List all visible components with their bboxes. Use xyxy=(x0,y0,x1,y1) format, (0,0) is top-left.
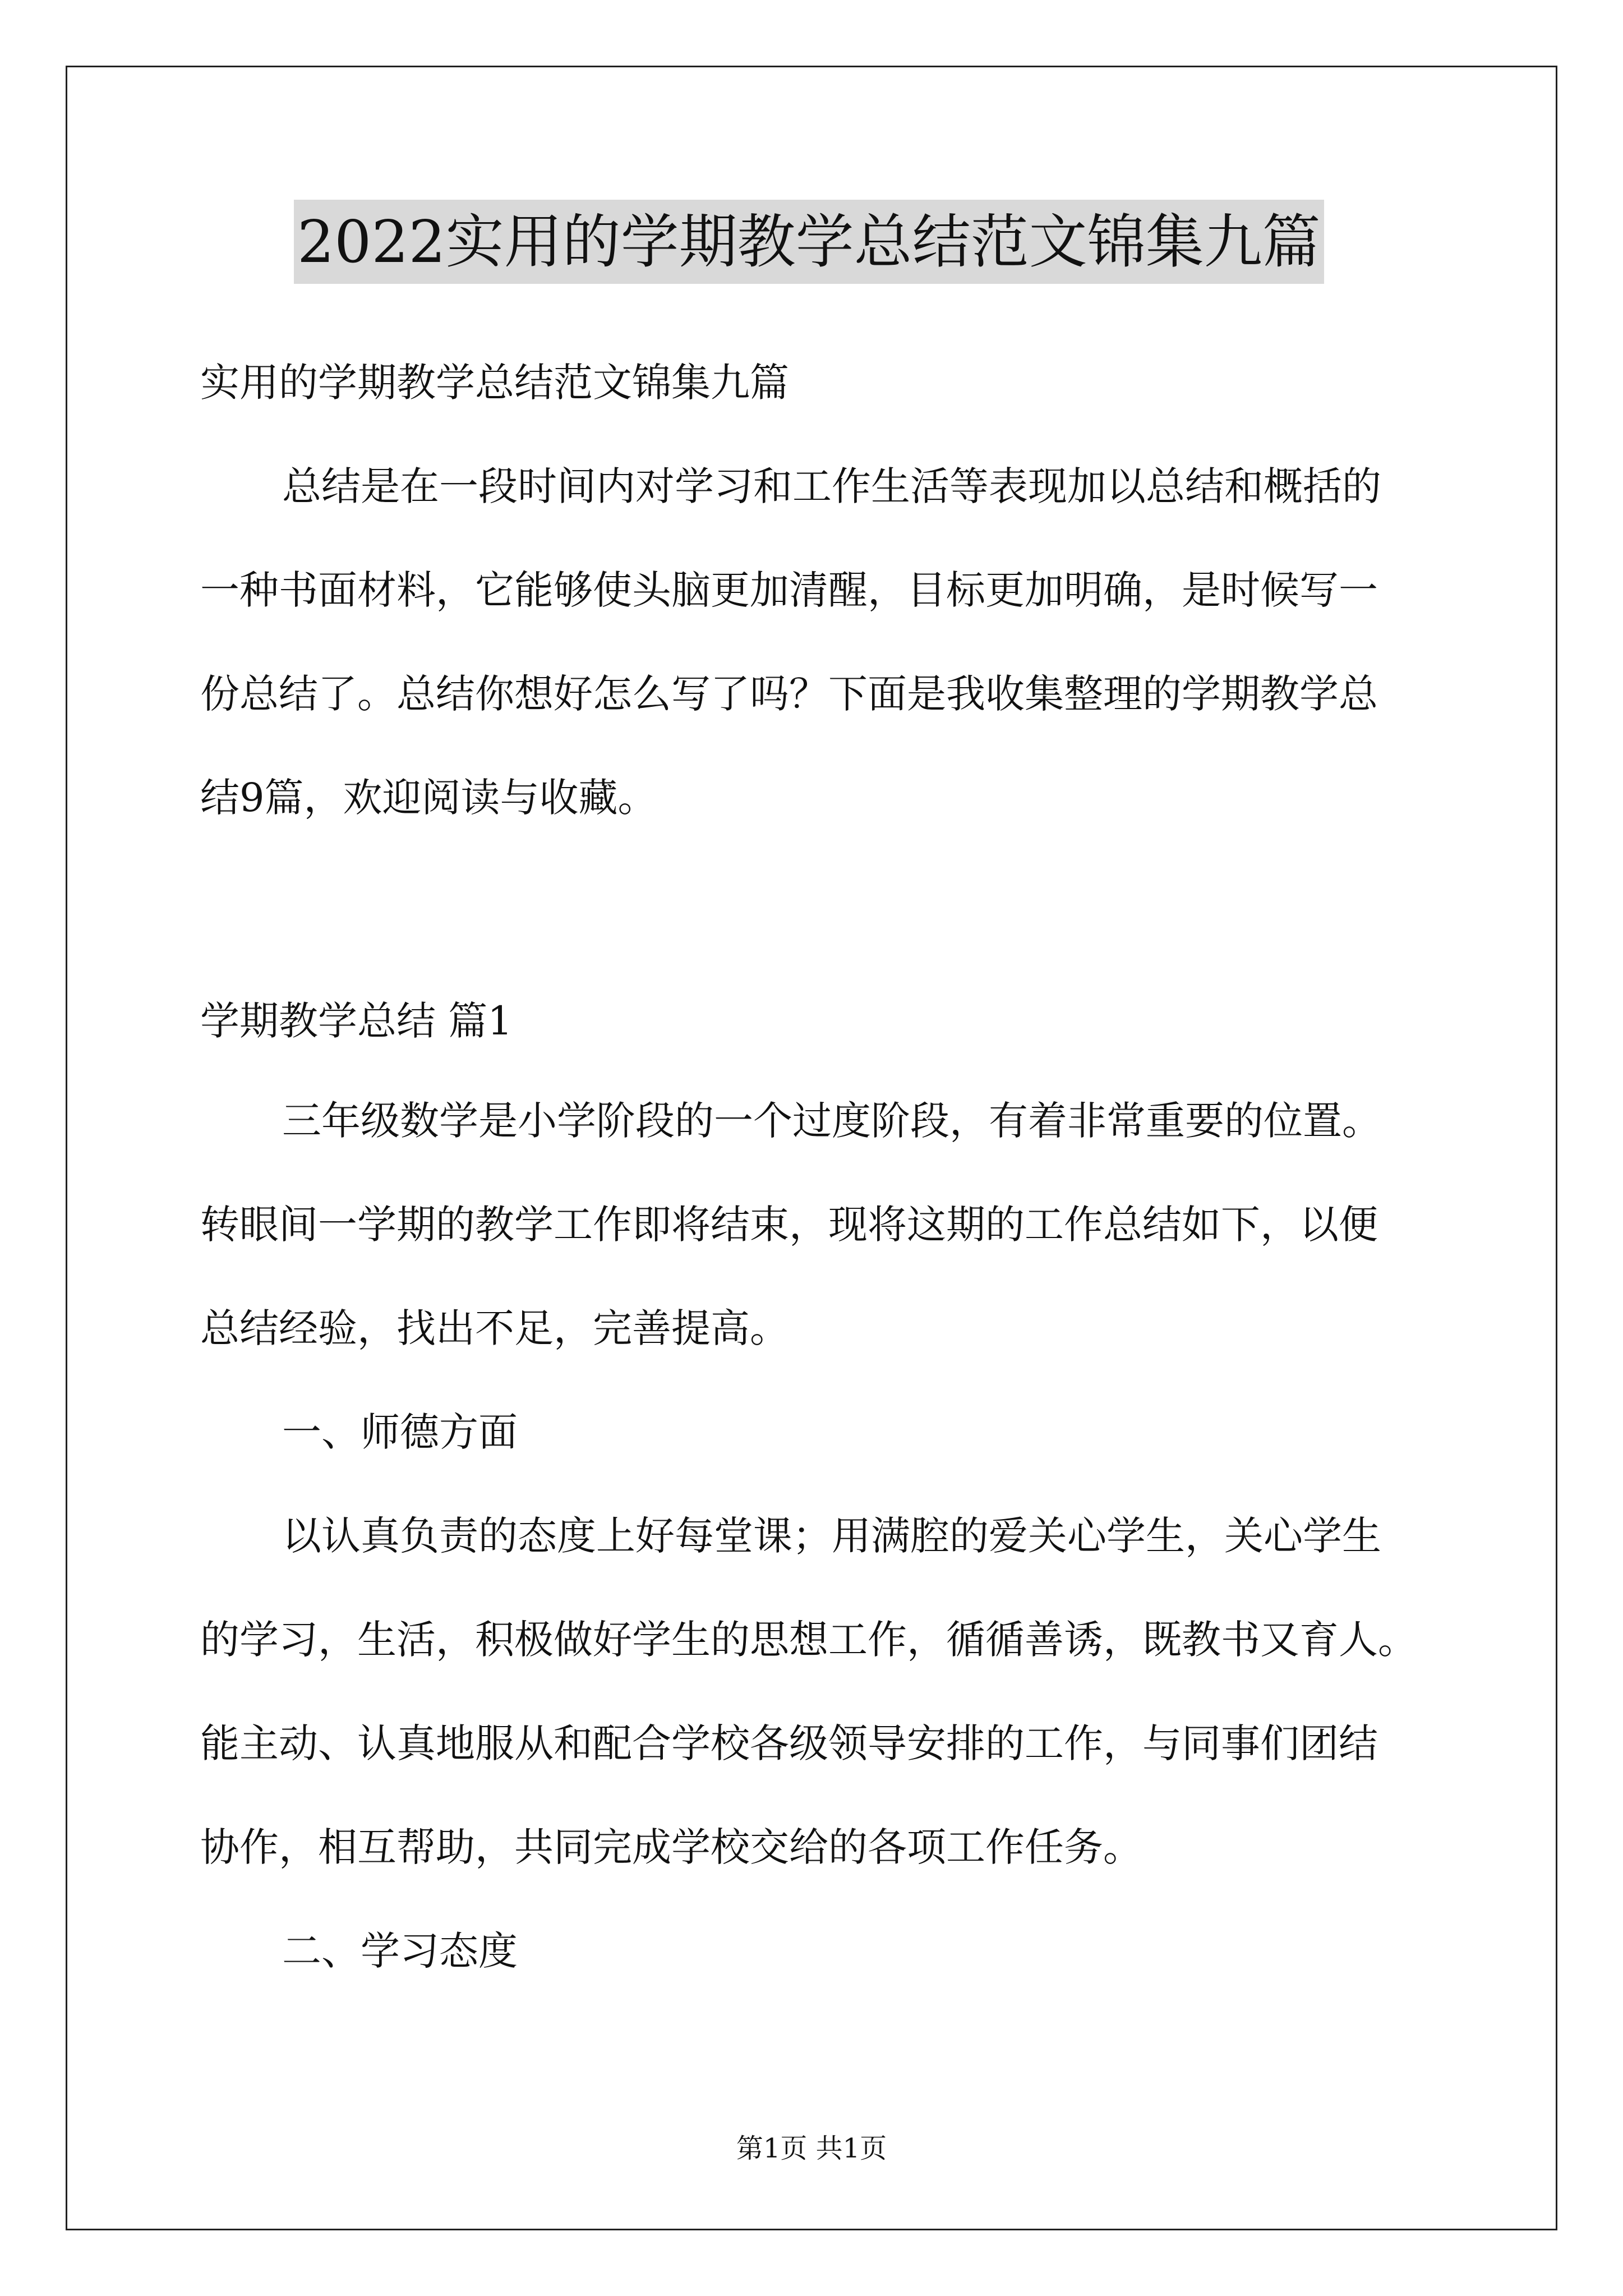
section-heading: 学期教学总结 篇1 xyxy=(200,998,513,1044)
section-line-2: 转眼间一学期的教学工作即将结束，现将这期的工作总结如下，以便 xyxy=(200,1202,1378,1248)
section-line-1: 三年级数学是小学阶段的一个过度阶段，有着非常重要的位置。 xyxy=(282,1098,1381,1144)
heading-study-attitude: 二、学习态度 xyxy=(282,1928,518,1974)
page-footer: 第1页 共1页 xyxy=(736,2133,887,2164)
heading-ethics: 一、师德方面 xyxy=(282,1409,518,1455)
document-subtitle: 实用的学期教学总结范文锦集九篇 xyxy=(200,360,789,406)
ethics-line-1: 以认真负责的态度上好每堂课；用满腔的爱关心学生，关心学生 xyxy=(282,1513,1381,1559)
ethics-line-4: 协作，相互帮助，共同完成学校交给的各项工作任务。 xyxy=(200,1824,1142,1870)
document-title: 2022实用的学期教学总结范文锦集九篇 xyxy=(294,200,1324,284)
intro-line-2: 一种书面材料，它能够使头脑更加清醒，目标更加明确，是时候写一 xyxy=(200,567,1378,613)
section-line-3: 总结经验，找出不足，完善提高。 xyxy=(200,1305,789,1351)
ethics-line-3: 能主动、认真地服从和配合学校各级领导安排的工作，与同事们团结 xyxy=(200,1720,1378,1766)
intro-line-4: 结9篇，欢迎阅读与收藏。 xyxy=(200,775,657,821)
ethics-line-2: 的学习，生活，积极做好学生的思想工作，循循善诱，既教书又育人。 xyxy=(200,1617,1417,1663)
intro-line-3: 份总结了。总结你想好怎么写了吗？下面是我收集整理的学期教学总 xyxy=(200,671,1378,717)
intro-line-1: 总结是在一段时间内对学习和工作生活等表现加以总结和概括的 xyxy=(282,463,1381,509)
